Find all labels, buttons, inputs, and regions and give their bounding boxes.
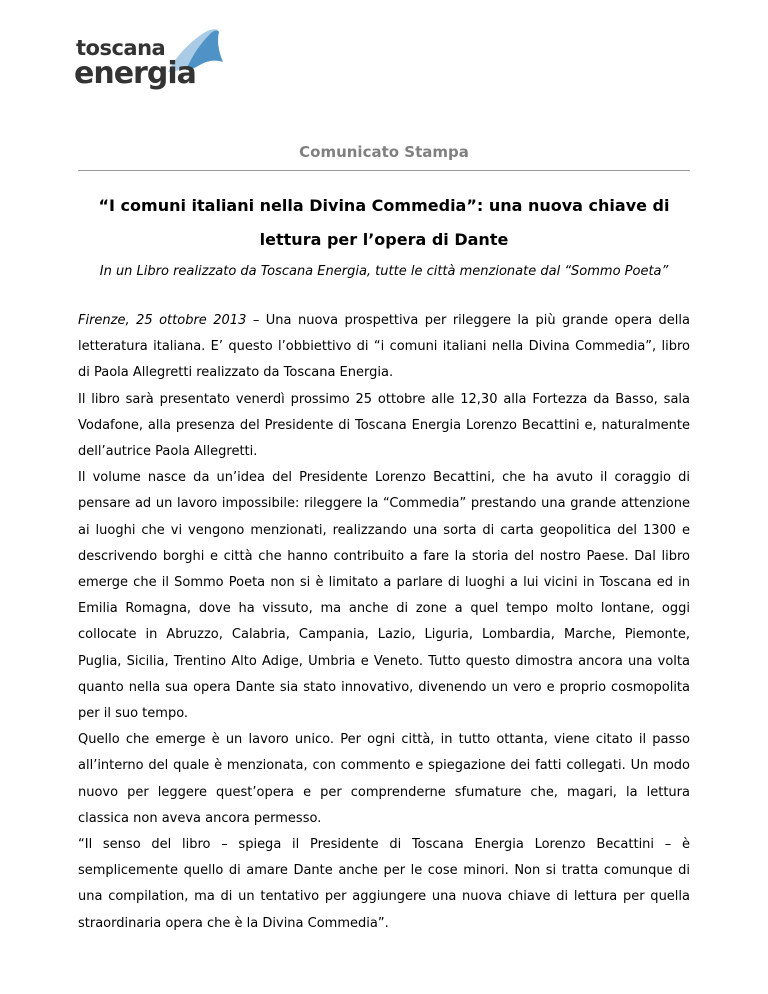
body-paragraph: “Il senso del libro – spiega il Presidente di Toscana Energia Lorenzo Becattini – è semplicemente quello di amare Dante anche per le cose minori. Non si tratta comunque di una compilation, ma di un tentativo per aggiungere una nuova chiave di lettura per quella straordinaria opera che è la Divina Commedia”. [78,837,690,931]
press-release-subtitle: In un Libro realizzato da Toscana Energia, tutte le città menzionate dal “Sommo Poeta” [99,264,669,279]
lead-paragraph [78,308,690,387]
body-paragraph: Quello che emerge è un lavoro unico. Per ogni città, in tutto ottanta, viene citato il passo all’interno del quale è menzionata, con commento e spiegazione dei fatti collegati. Un modo nuovo per leggere quest’opera e per comprenderne sfumature che, magari, la lettura classica non aveva ancora permesso. [78,732,690,826]
logo-word-energia: energia [74,56,196,91]
document-type-label: Comunicato Stampa [299,143,469,161]
company-logo [74,26,224,92]
press-release-title: “I comuni italiani nella Divina Commedia”: una nuova chiave di lettura per l’opera di Dante [98,196,670,249]
press-release-body [78,308,690,937]
header-divider [78,170,690,171]
body-paragraph: Il libro sarà presentato venerdì prossimo 25 ottobre alle 12,30 alla Fortezza da Basso, sala Vodafone, alla presenza del Presidente di Toscana Energia Lorenzo Becattini e, naturalmente dell’autrice Paola Allegretti. [78,391,690,460]
dateline: Firenze, 25 ottobre 2013 [78,313,247,328]
logo-word-toscana: toscana [76,36,166,60]
lead-text: – Una nuova prospettiva per rileggere la più grande opera della letteratura italiana. E’ questo l’obbiettivo di “i comuni italiani nella Divina Commedia”, libro di Paola Allegretti realizzato da Toscana Energia. [78,313,690,381]
body-paragraph: Il volume nasce da un’idea del Presidente Lorenzo Becattini, che ha avuto il coraggio di pensare ad un lavoro impossibile: rileggere la “Commedia” prestando una grande attenzione ai luoghi che vi vengono menzionati, realizzando una sorta di carta geopolitica del 1300 e descrivendo borghi e città che hanno contribuito a fare la storia del nostro Paese. Dal libro emerge che il Sommo Poeta non si è limitato a parlare di luoghi a lui vicini in Toscana ed in Emilia Romagna, dove ha vissuto, ma anche di zone a quel tempo molto lontane, oggi collocate in Abruzzo, Calabria, Campania, Lazio, Liguria, Lombardia, Marche, Piemonte, Puglia, Sicilia, Trentino Alto Adige, Umbria e Veneto. Tutto questo dimostra ancora una volta quanto nella sua opera Dante sia stato innovativo, divenendo un vero e proprio cosmopolita per il suo tempo. [78,470,690,722]
